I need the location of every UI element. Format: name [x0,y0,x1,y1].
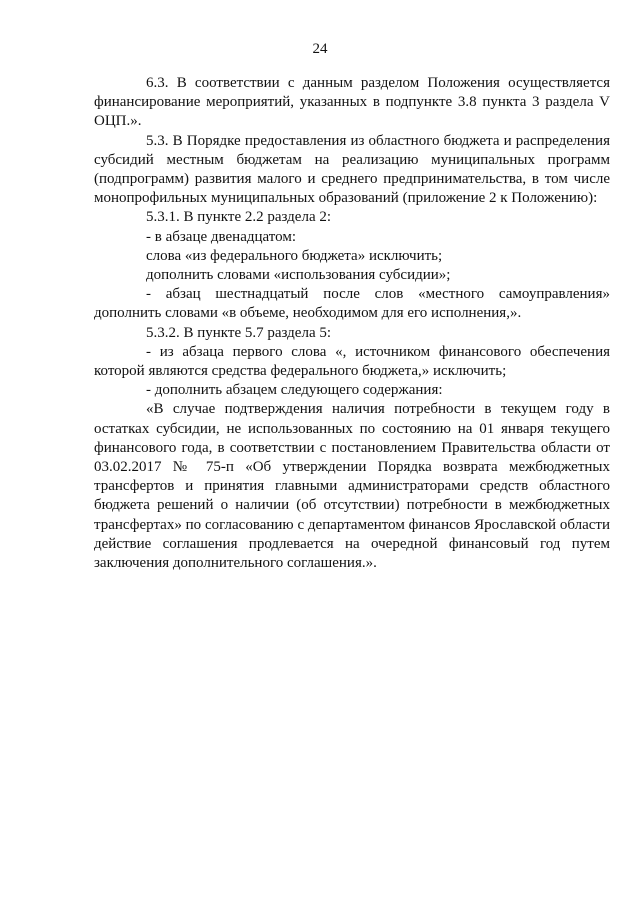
paragraph-6-3: 6.3. В соответствии с данным разделом Положения осуществляется финансирование мероприятий, указанных в подпункте 3.8 пункта 3 раздела V ОЦП.». [94,75,610,130]
paragraph-5-3-2: 5.3.2. В пункте 5.7 раздела 5: [146,324,332,341]
paragraph-5-3-1: 5.3.1. В пункте 2.2 раздела 2: [146,209,332,226]
paragraph-dopolnit-abzacem: - дополнить абзацем следующего содержания: [146,382,443,399]
paragraph-5-3: 5.3. В Порядке предоставления из областного бюджета и распределения субсидий местным бюджетам на реализацию муниципальных программ (подпрограмм) развития малого и среднего предпринимательства, в том числе монопрофильных муниципальных образований (приложение 2 к Положению): [94,132,610,207]
document-body [94,74,610,573]
paragraph-abzac-pervyi: - из абзаца первого слова «, источником финансового обеспечения которой являются средства федерального бюджета,» исключить; [94,343,610,380]
paragraph-slova-isklyuchit: слова «из федерального бюджета» исключить; [146,247,443,264]
paragraph-dopolnit-slovami: дополнить словами «использования субсидии»; [146,267,451,284]
paragraph-abzac-12: - в абзаце двенадцатом: [146,228,297,245]
page-number: 24 [312,41,328,57]
paragraph-abzac-16: - абзац шестнадцатый после слов «местного самоуправления» дополнить словами «в объеме, необходимом для его исполнения,». [94,286,610,322]
paragraph-new-text: «В случае подтверждения наличия потребности в текущем году в остатках субсидии, не использованных по состоянию на 01 января текущего финансового года, в соответствии с постановлением Правительства области от 03.02.2017 № 75-п «Об утверждении Порядка возврата межбюджетных трансфертов и принятия главными администраторами средств областного бюджета решений о наличии (об отсутствии) потребности в межбюджетных трансфертах» по согласованию с департаментом финансов Ярославской области действие соглашения продлевается на очередной финансовый год путем заключения дополнительного соглашения.». [94,401,610,572]
